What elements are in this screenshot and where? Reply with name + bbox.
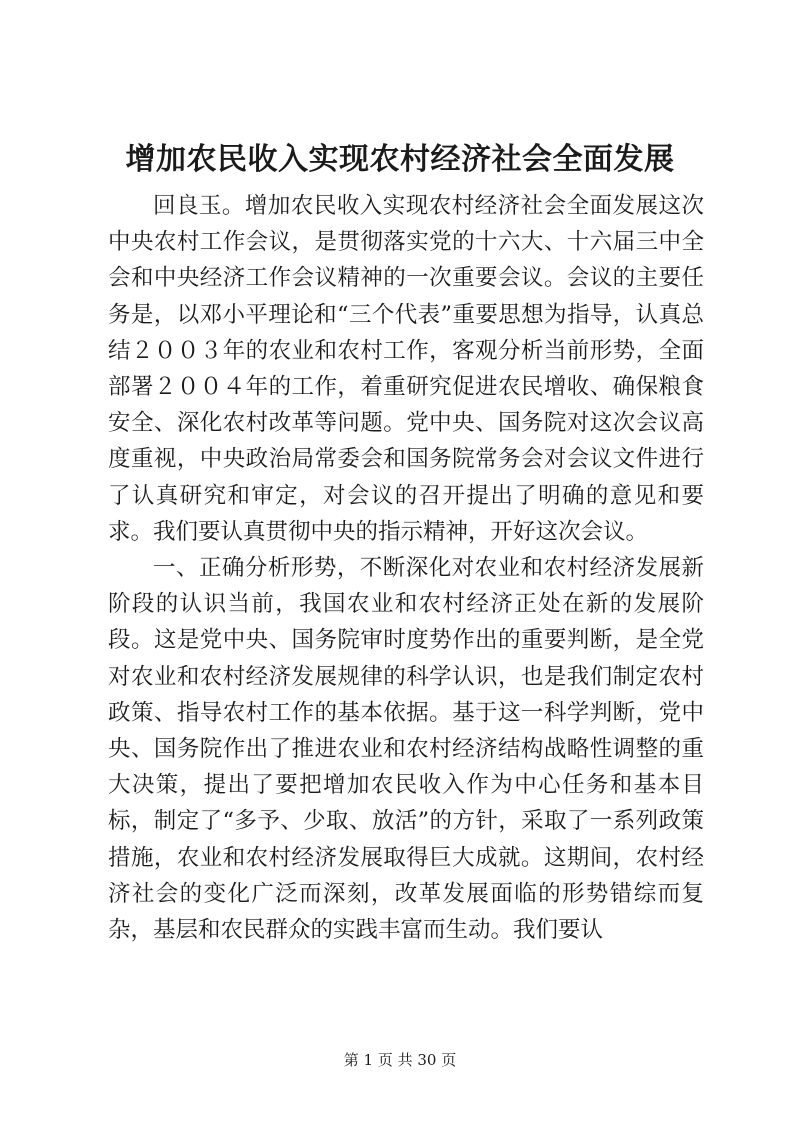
document-body bbox=[108, 188, 704, 948]
paragraph-intro: 回良玉。增加农民收入实现农村经济社会全面发展这次中央农村工作会议，是贯彻落实党的十六大、十六届三中全会和中央经济工作会议精神的一次重要会议。会议的主要任务是，以邓小平理论和“三个代表”重要思想为指导，认真总结２００３年的农业和农村工作，客观分析当前形势，全面部署２００４年的工作，着重研究促进农民增收、确保粮食安全、深化农村改革等问题。党中央、国务院对这次会议高度重视，中央政治局常委会和国务院常务会对会议文件进行了认真研究和审定，对会议的召开提出了明确的意见和要求。我们要认真贯彻中央的指示精神，开好这次会议。 bbox=[108, 193, 704, 545]
paragraph-section-one: 一、正确分析形势，不断深化对农业和农村经济发展新阶段的认识当前，我国农业和农村经济正处在新的发展阶段。这是党中央、国务院审时度势作出的重要判断，是全党对农业和农村经济发展规律的科学认识，也是我们制定农村政策、指导农村工作的基本依据。基于这一科学判断，党中央、国务院作出了推进农业和农村经济结构战略性调整的重大决策，提出了要把增加农民收入作为中心任务和基本目标，制定了“多予、少取、放活”的方针，采取了一系列政策措施，农业和农村经济发展取得巨大成就。这期间，农村经济社会的变化广泛而深刻，改革发展面临的形势错综而复杂，基层和农民群众的实践丰富而生动。我们要认 bbox=[108, 555, 704, 944]
page-number-footer: 第 1 页 共 30 页 bbox=[343, 1051, 457, 1069]
document-title: 增加农民收入实现农村经济社会全面发展 bbox=[125, 142, 675, 177]
